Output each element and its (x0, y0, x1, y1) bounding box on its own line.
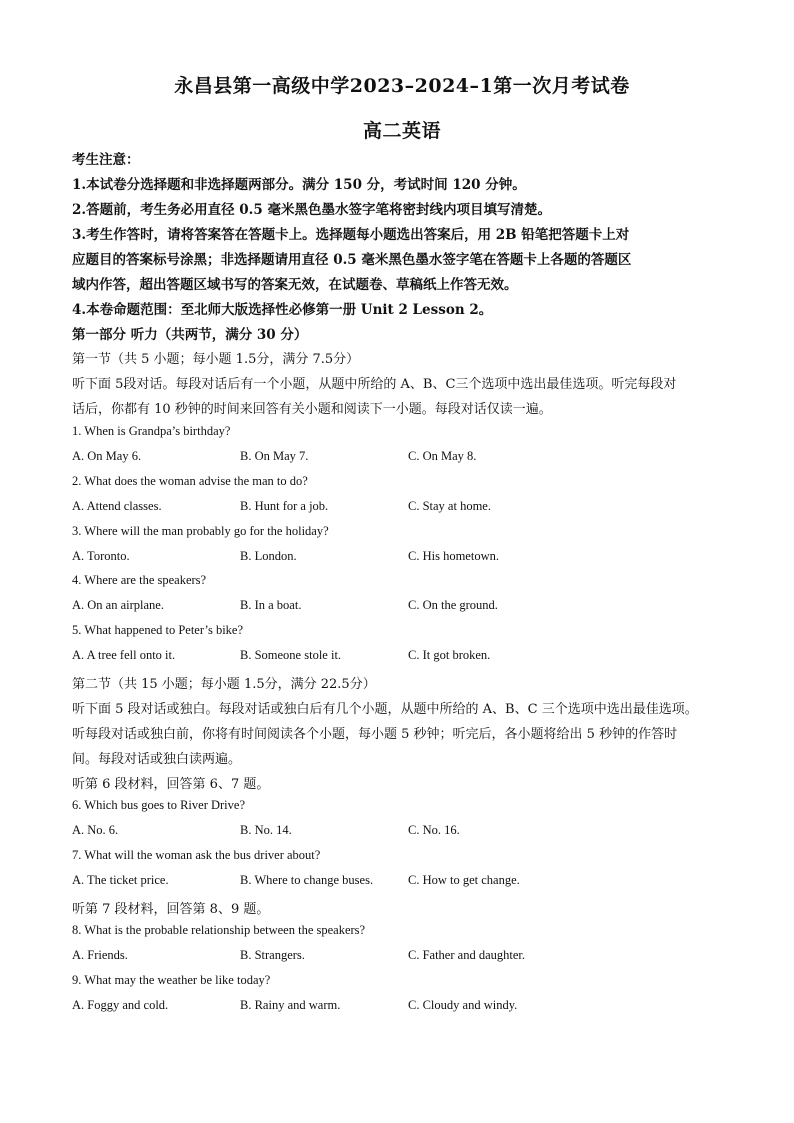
section1-instructions: 话后，你都有 10 秒钟的时间来回答有关小题和阅读下一小题。每段对话仅读一遍。 (72, 402, 552, 417)
option-b: B. No. 14. (240, 823, 292, 837)
question-9: 9. What may the weather be like today? (72, 973, 271, 987)
notice-item: 应题目的答案标号涂黑；非选择题请用直径 0.5 毫米黑色墨水签字笔在答题卡上各题的答题区 (72, 252, 632, 268)
exam-title: 永昌县第一高级中学2023–2024–1第一次月考试卷 (174, 75, 630, 97)
option-c: C. Stay at home. (408, 499, 491, 513)
question-6: 6. Which bus goes to River Drive? (72, 798, 245, 812)
question-1: 1. When is Grandpa’s birthday? (72, 424, 231, 438)
option-a: A. Toronto. (72, 549, 130, 563)
section2-instructions: 听下面 5 段对话或独白。每段对话或独白后有几个小题，从题中所给的 A、B、C 三个选项中选出最佳选项。 (72, 702, 698, 717)
option-b: B. Someone stole it. (240, 648, 342, 662)
option-b: B. London. (240, 549, 297, 563)
option-a: A. The ticket price. (72, 873, 169, 887)
option-c: C. On May 8. (408, 449, 477, 463)
section2-instructions: 间。每段对话或独白读两遍。 (72, 752, 242, 767)
option-c: C. How to get change. (408, 873, 520, 887)
notice-item: 1.本试卷分选择题和非选择题两部分。满分 150 分，考试时间 120 分钟。 (72, 177, 526, 193)
section1-instructions: 听下面 5段对话。每段对话后有一个小题，从题中所给的 A、B、C三个选项中选出最佳选项。听完每段对 (72, 377, 677, 392)
option-c: C. Father and daughter. (408, 948, 525, 962)
option-b: B. In a boat. (240, 598, 302, 612)
option-b: B. Hunt for a job. (240, 499, 329, 513)
question-2: 2. What does the woman advise the man to do? (72, 474, 308, 488)
section2-heading: 第二节（共 15 小题；每小题 1.5分，满分 22.5分） (72, 677, 376, 692)
option-a: A. Attend classes. (72, 499, 162, 513)
question-7: 7. What will the woman ask the bus driver about? (72, 848, 321, 862)
option-b: B. Where to change buses. (240, 873, 374, 887)
option-c: C. It got broken. (408, 648, 491, 662)
option-a: A. No. 6. (72, 823, 119, 837)
option-a: A. Friends. (72, 948, 128, 962)
option-c: C. His hometown. (408, 549, 499, 563)
option-a: A. Foggy and cold. (72, 998, 169, 1012)
option-c: C. On the ground. (408, 598, 498, 612)
option-b: B. On May 7. (240, 449, 309, 463)
option-a: A. A tree fell onto it. (72, 648, 176, 662)
notice-item: 4.本卷命题范围：至北师大版选择性必修第一册 Unit 2 Lesson 2。 (72, 302, 493, 318)
question-5: 5. What happened to Peter’s bike? (72, 623, 244, 637)
option-a: A. On an airplane. (72, 598, 164, 612)
part1-heading: 第一部分 听力（共两节，满分 30 分） (72, 327, 308, 343)
question-3: 3. Where will the man probably go for the holiday? (72, 524, 329, 538)
section2-instructions: 听每段对话或独白前，你将有时间阅读各个小题，每小题 5 秒钟；听完后，各小题将给出 5 秒钟的作答时 (72, 727, 678, 742)
option-c: C. No. 16. (408, 823, 460, 837)
section1-heading: 第一节（共 5 小题；每小题 1.5分，满分 7.5分） (72, 352, 360, 367)
question-4: 4. Where are the speakers? (72, 573, 207, 587)
notice-heading: 考生注意： (72, 152, 140, 168)
question-8: 8. What is the probable relationship between the speakers? (72, 923, 366, 937)
option-a: A. On May 6. (72, 449, 142, 463)
material-note: 听第 7 段材料，回答第 8、9 题。 (72, 902, 270, 917)
option-c: C. Cloudy and windy. (408, 998, 518, 1012)
option-b: B. Strangers. (240, 948, 305, 962)
material-note: 听第 6 段材料，回答第 6、7 题。 (72, 777, 270, 792)
notice-item: 域内作答，超出答题区域书写的答案无效，在试题卷、草稿纸上作答无效。 (72, 277, 518, 293)
option-b: B. Rainy and warm. (240, 998, 341, 1012)
notice-item: 2.答题前，考生务必用直径 0.5 毫米黑色墨水签字笔将密封线内项目填写清楚。 (72, 202, 551, 218)
exam-subtitle: 高二英语 (362, 120, 441, 142)
notice-item: 3.考生作答时，请将答案答在答题卡上。选择题每小题选出答案后，用 2B 铅笔把答题卡上对 (72, 227, 630, 243)
